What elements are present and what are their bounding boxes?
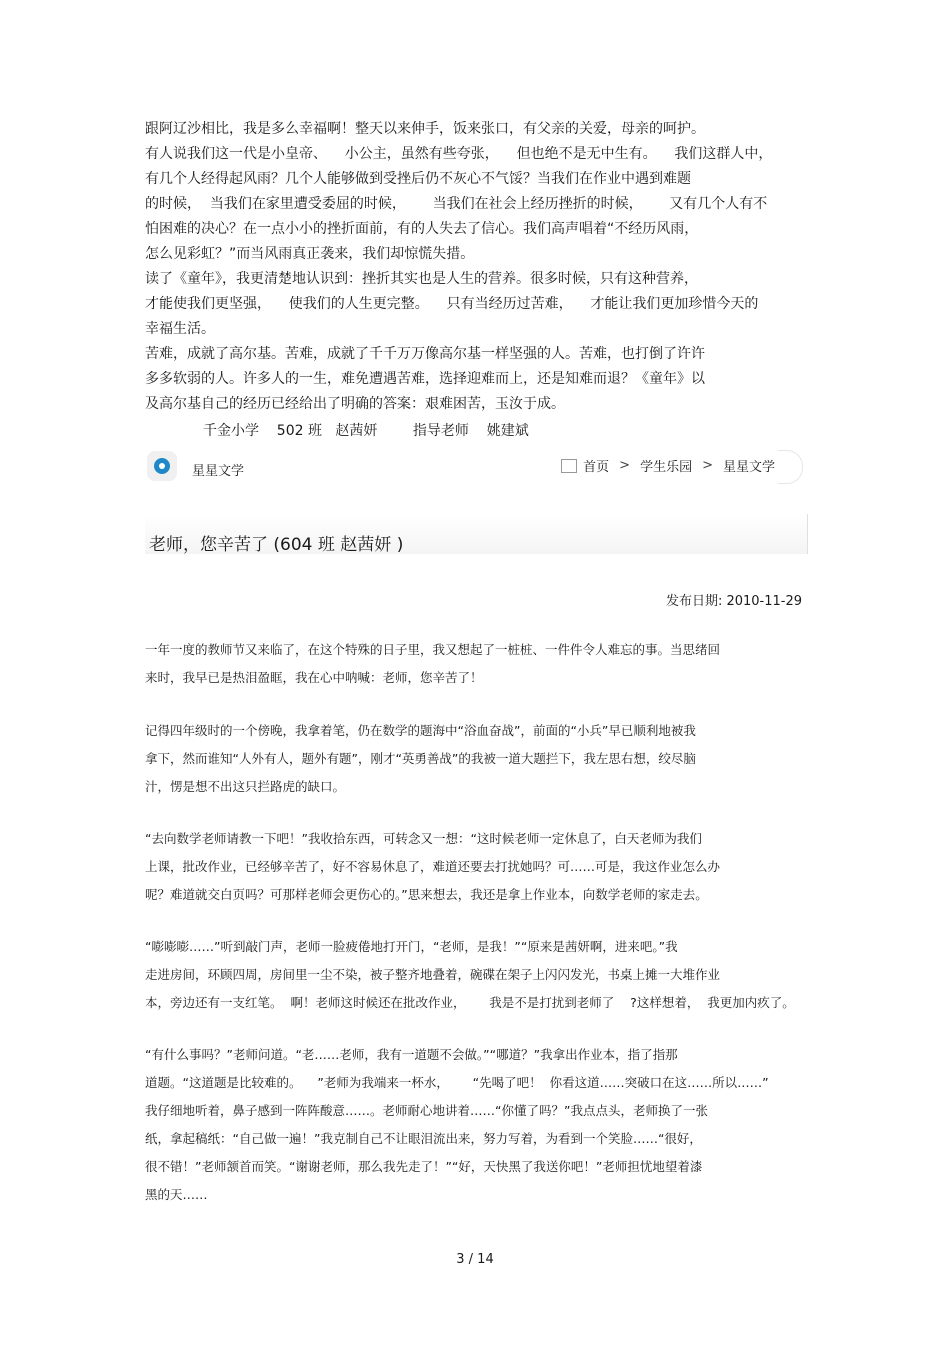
text-line: 的时候， 当我们在家里遭受委屈的时候， 当我们在社会上经历挫折的时候， 又有几个人有不 — [145, 196, 768, 212]
text-line: 本，旁边还有一支红笔。 啊！老师这时候还在批改作业， 我是不是打扰到老师了 ?这样想着， 我更加内疚了。 — [145, 995, 795, 1010]
text-line: 我仔细地听着，鼻子感到一阵阵酸意……。老师耐心地讲着……“你懂了吗？”我点点头，老师换了一张 — [145, 1103, 708, 1118]
page-number: 3 / 14 — [456, 1252, 494, 1267]
breadcrumb-student-park[interactable]: 学生乐园 — [640, 460, 693, 475]
text-line: 呢？难道就交白页吗？可那样老师会更伤心的。”思来想去，我还是拿上作业本，向数学老师的家走去。 — [145, 887, 708, 902]
nav-bar-end-cap — [778, 450, 803, 484]
breadcrumb-separator: > — [702, 458, 713, 473]
text-line: 汁，愣是想不出这只拦路虎的缺口。 — [145, 779, 346, 794]
text-line: 记得四年级时的一个傍晚，我拿着笔，仍在数学的题海中“浴血奋战”，前面的“小兵”早已顺利地被我 — [145, 723, 696, 738]
home-icon[interactable] — [561, 459, 577, 473]
text-line: “去向数学老师请教一下吧！”我收拾东西，可转念又一想：“这时候老师一定休息了，白天老师为我们 — [145, 831, 702, 846]
breadcrumb-home[interactable]: 首页 — [583, 460, 610, 475]
text-line: 多多软弱的人。许多人的一生，难免遭遇苦难，选择迎难而上，还是知难而退？《童年》以 — [145, 371, 705, 387]
section-name: 星星文学 — [192, 464, 245, 479]
text-line: 一年一度的教师节又来临了，在这个特殊的日子里，我又想起了一桩桩、一件件令人难忘的事。当思绪回 — [145, 642, 721, 657]
text-line: 纸，拿起稿纸：“自己做一遍！”我克制自己不让眼泪流出来，努力写着，为看到一个笑脸……“很好， — [145, 1131, 702, 1146]
text-line: 怎么见彩虹？”而当风雨真正袭来，我们却惊慌失措。 — [145, 246, 475, 262]
text-line: 苦难，成就了高尔基。苦难，成就了千千万万像高尔基一样坚强的人。苦难，也打倒了许许 — [145, 346, 705, 362]
site-logo-icon — [147, 451, 177, 481]
text-line: 走进房间，环顾四周，房间里一尘不染，被子整齐地叠着，碗碟在架子上闪闪发光，书桌上摊一大堆作业 — [145, 967, 721, 982]
text-line: 有几个人经得起风雨？几个人能够做到受挫后仍不灰心不气馁？当我们在作业中遇到难题 — [145, 171, 691, 187]
text-line: 及高尔基自己的经历已经给出了明确的答案：艰难困苦，玉汝于成。 — [145, 396, 565, 412]
text-line: 上课，批改作业，已经够辛苦了，好不容易休息了，难道还要去打扰她吗？可……可是，我这作业怎么办 — [145, 859, 721, 874]
text-line: 来时，我早已是热泪盈眶，我在心中呐喊：老师，您辛苦了！ — [145, 670, 483, 685]
text-line: 拿下，然而谁知“人外有人，题外有题”，刚才“英勇善战”的我被一道大题拦下，我左思右想，绞尽脑 — [145, 751, 696, 766]
breadcrumb-separator: > — [619, 458, 631, 473]
text-line: 道题。“这道题是比较难的。 ”老师为我端来一杯水， “先喝了吧！ 你看这道……突破口在这……所以……” — [145, 1075, 769, 1090]
publish-date: 发布日期: 2010-11-29 — [665, 594, 802, 609]
article-title-bar — [145, 514, 808, 554]
text-line: “有什么事吗？”老师问道。“老……老师，我有一道题不会做。”“哪道？”我拿出作业本，指了指那 — [145, 1047, 678, 1062]
text-line: 怕困难的决心？在一点小小的挫折面前，有的人失去了信心。我们高声唱着“不经历风雨， — [145, 221, 699, 237]
text-line: 读了《童年》，我更清楚地认识到：挫折其实也是人生的营养。很多时候，只有这种营养， — [145, 271, 698, 287]
text-line: 很不错！”老师颔首而笑。“谢谢老师，那么我先走了！”“好，天快黑了我送你吧！”老师担忧地望着漆 — [145, 1159, 703, 1174]
breadcrumb-star-literature[interactable]: 星星文学 — [722, 460, 775, 475]
text-line: 跟阿辽沙相比，我是多么幸福啊！整天以来伸手，饭来张口，有父亲的关爱，母亲的呵护。 — [145, 121, 705, 137]
article-title: 老师，您辛苦了 (604 班 赵茜妍 ) — [149, 535, 404, 555]
signature: 千金小学 502 班 赵茜妍 指导老师 姚建斌 — [203, 423, 529, 439]
text-line: “嘭嘭嘭……”听到敲门声，老师一脸疲倦地打开门，“老师，是我！”“原来是茜妍啊，进来吧。”我 — [145, 939, 678, 954]
section-nav-bar — [145, 448, 803, 484]
text-line: 幸福生活。 — [145, 321, 215, 337]
text-line: 才能使我们更坚强， 使我们的人生更完整。 只有当经历过苦难， 才能让我们更加珍惜今天的 — [145, 296, 759, 312]
text-line: 黑的天…… — [145, 1187, 208, 1202]
text-line: 有人说我们这一代是小皇帝、 小公主，虽然有些夸张， 但也绝不是无中生有。 我们这群人中， — [145, 146, 773, 162]
breadcrumb — [561, 456, 775, 475]
